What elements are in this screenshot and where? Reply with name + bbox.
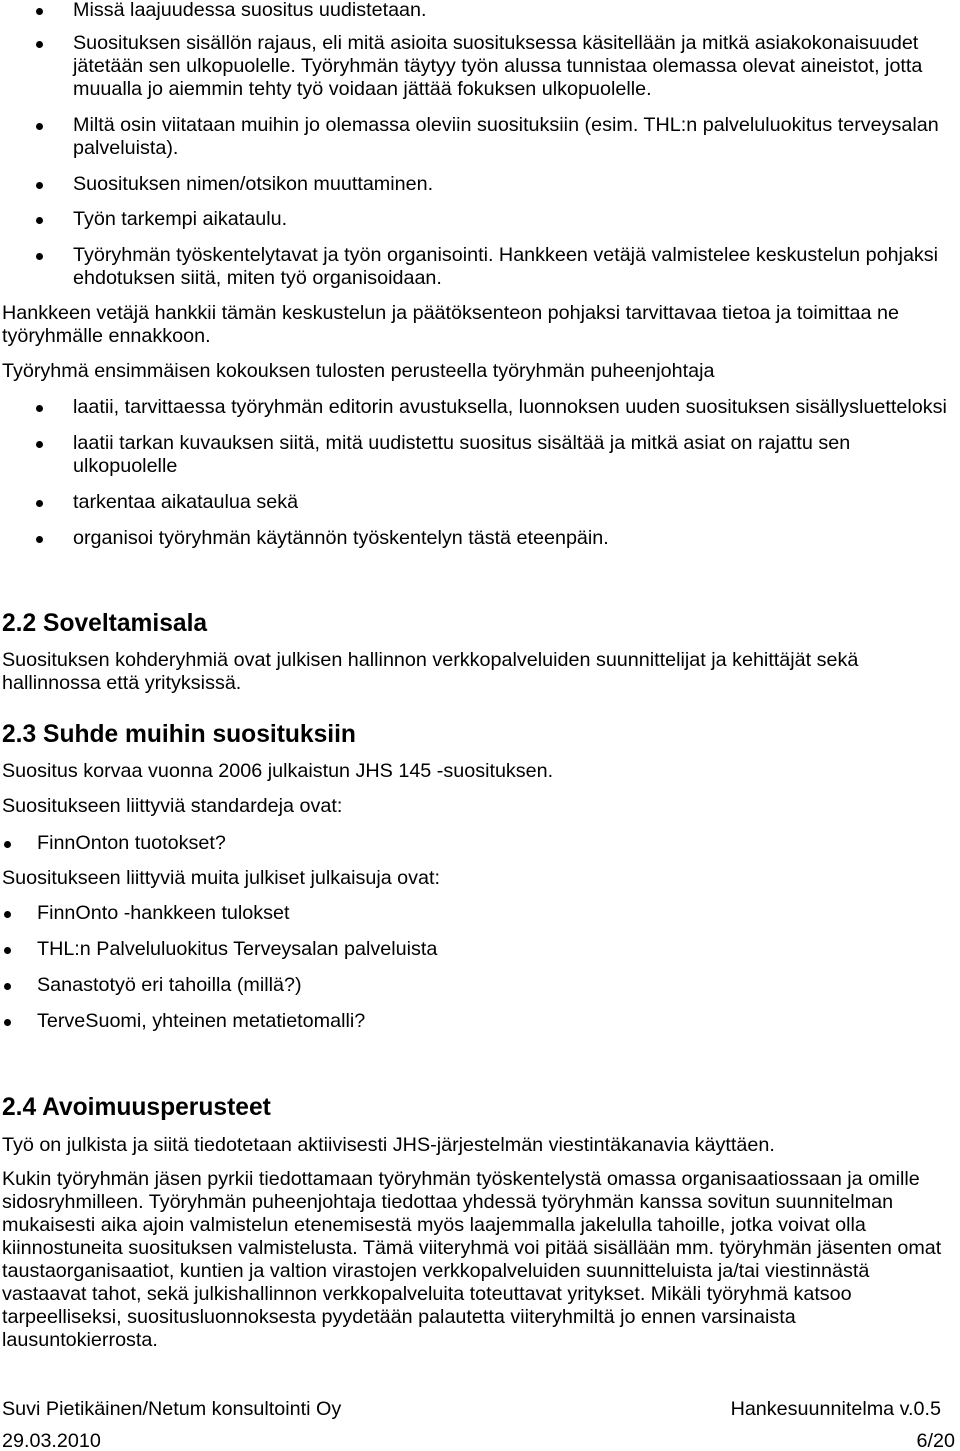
- paragraph-line: Hankkeen vetäjä hankkii tämän keskustelun ja päätöksenteon pohjaksi tarvittavaa tietoa ja toimittaa ne: [2, 302, 899, 324]
- bullet-icon: [36, 41, 43, 48]
- list-item-text: laatii, tarvittaessa työryhmän editorin avustuksella, luonnoksen uuden suosituksen sisällysluetteloksi: [73, 396, 947, 418]
- list-item: [37, 832, 226, 855]
- list-item-text: Työn tarkempi aikataulu.: [73, 208, 288, 230]
- publications-intro: [2, 867, 440, 890]
- footer-document-version: Hankesuunnitelma v.0.5: [730, 1398, 941, 1420]
- preparation-paragraph: [2, 302, 899, 348]
- paragraph-line: Suositukseen liittyviä standardeja ovat:: [2, 795, 343, 817]
- openness-statement: [2, 1134, 775, 1157]
- list-item: [73, 0, 427, 22]
- bullet-icon: [4, 947, 11, 954]
- openness-paragraph: [2, 1168, 941, 1352]
- bullet-icon: [36, 253, 43, 260]
- paragraph-line: taustaorganisaatiot, kuntien ja valtion virastojen verkkopalveluiden suunnitteluista ja/tai viestinnästä: [2, 1260, 870, 1282]
- list-item-text: muualla jo aiemmin tehty työ voidaan jättää fokuksen ulkopuolelle.: [73, 78, 652, 100]
- standards-intro: [2, 795, 342, 818]
- list-item-text: TerveSuomi, yhteinen metatietomalli?: [37, 1010, 366, 1032]
- section-number: 2.4: [2, 1094, 37, 1121]
- paragraph-line: Suositus korvaa vuonna 2006 julkaistun JHS 145 -suosituksen.: [2, 760, 554, 782]
- list-item: [73, 491, 298, 514]
- list-item: [73, 432, 850, 478]
- paragraph-line: hallinnossa että yrityksissä.: [2, 672, 242, 694]
- list-item-text: laatii tarkan kuvauksen siitä, mitä uudistettu suositus sisältää ja mitkä asiat on rajattu sen: [73, 432, 851, 454]
- bullet-icon: [4, 1019, 11, 1026]
- list-item-text: Miltä osin viitataan muihin jo olemassa oleviin suosituksiin (esim. THL:n palveluluokitus terveysalan: [73, 114, 939, 136]
- section-heading: [2, 1094, 271, 1122]
- bullet-icon: [36, 182, 43, 189]
- list-item-text: THL:n Palveluluokitus Terveysalan palveluista: [37, 938, 438, 960]
- list-item: [73, 173, 433, 196]
- paragraph-line: lausuntokierrosta.: [2, 1329, 158, 1351]
- section-title: Suhde muihin suosituksiin: [43, 721, 356, 748]
- bullet-icon: [36, 536, 43, 543]
- paragraph-line: Suositukseen liittyviä muita julkiset julkaisuja ovat:: [2, 867, 440, 889]
- bullet-icon: [4, 841, 11, 848]
- list-item: [73, 527, 609, 550]
- paragraph-line: Työ on julkista ja siitä tiedotetaan aktiivisesti JHS-järjestelmän viestintäkanavia käyttäen.: [2, 1134, 775, 1156]
- paragraph-line: tarpeelliseksi, suositusluonnoksesta pyydetään palautetta viiteryhmiltä jo ennen varsinaista: [2, 1306, 796, 1328]
- list-item-text: FinnOnton tuotokset?: [37, 832, 226, 854]
- list-item: [37, 938, 437, 961]
- section-title: Avoimuusperusteet: [42, 1094, 271, 1121]
- list-item-text: Työryhmän työskentelytavat ja työn organisointi. Hankkeen vetäjä valmistelee keskustelun pohjaksi: [73, 244, 939, 266]
- paragraph-line: mukaisesti aika ajoin valmistelun etenemisestä myös laajemmalla jakelulla tahoille, jotka voivat olla: [2, 1214, 866, 1236]
- section-number: 2.2: [2, 610, 37, 637]
- list-item: [73, 32, 922, 101]
- list-item: [37, 974, 302, 997]
- list-item-text: Suosituksen nimen/otsikon muuttaminen.: [73, 173, 434, 195]
- paragraph-line: Työryhmä ensimmäisen kokouksen tulosten perusteella työryhmän puheenjohtaja: [2, 360, 715, 382]
- scope-paragraph: [2, 649, 858, 695]
- bullet-icon: [36, 500, 43, 507]
- section-title: Soveltamisala: [43, 610, 208, 637]
- paragraph-line: Kukin työryhmän jäsen pyrkii tiedottamaan työryhmän työskentelystä omassa organisaatiossaan ja omille: [2, 1168, 920, 1190]
- list-item-text: ulkopuolelle: [73, 455, 178, 477]
- paragraph-line: työryhmälle ennakkoon.: [2, 325, 211, 347]
- footer-date: 29.03.2010: [2, 1430, 101, 1451]
- bullet-icon: [36, 8, 43, 15]
- chair-intro-paragraph: [2, 360, 715, 383]
- list-item: [73, 114, 939, 160]
- list-item-text: jätetään sen ulkopuolelle. Työryhmän täytyy työn alussa tunnistaa olemassa olevat aineistot, jotta: [73, 55, 923, 77]
- list-item: [37, 902, 290, 925]
- paragraph-line: vastaavat tahot, sekä julkishallinnon verkkopalveluita toteuttavat yritykset. Mikäli työryhmä katsoo: [2, 1283, 852, 1305]
- list-item: [37, 1010, 365, 1033]
- list-item-text: Suosituksen sisällön rajaus, eli mitä asioita suosituksessa käsitellään ja mitkä asiakokonaisuudet: [73, 32, 919, 54]
- list-item: [73, 396, 947, 419]
- list-item-text: Sanastotyö eri tahoilla (millä?): [37, 974, 302, 996]
- paragraph-line: sidosryhmilleen. Työryhmän puheenjohtaja tiedottaa yhdessä työryhmän kanssa sovitun suunnitelman: [2, 1191, 894, 1213]
- section-heading: [2, 721, 356, 749]
- section-number: 2.3: [2, 721, 37, 748]
- paragraph-line: kiinnostuneita suosituksen valmistelusta. Tämä viiteryhmä voi pitää sisällään mm. työryhmän jäsenten omat: [2, 1237, 942, 1259]
- list-item-text: ehdotuksen siitä, miten työ organisoidaan.: [73, 267, 442, 289]
- replaces-paragraph: [2, 760, 553, 783]
- list-item-text: FinnOnto -hankkeen tulokset: [37, 902, 290, 924]
- bullet-icon: [4, 983, 11, 990]
- section-heading: [2, 610, 207, 638]
- list-item-text: tarkentaa aikataulua sekä: [73, 491, 299, 513]
- bullet-icon: [36, 405, 43, 412]
- list-item: [73, 208, 287, 231]
- list-item-text: Missä laajuudessa suositus uudistetaan.: [73, 0, 427, 21]
- list-item-text: organisoi työryhmän käytännön työskentelyn tästä eteenpäin.: [73, 527, 609, 549]
- footer-author: Suvi Pietikäinen/Netum konsultointi Oy: [2, 1398, 342, 1420]
- list-item: [73, 244, 938, 290]
- bullet-icon: [36, 123, 43, 130]
- list-item-text: palveluista).: [73, 137, 179, 159]
- footer-page-number: 6/20: [916, 1430, 955, 1451]
- paragraph-line: Suosituksen kohderyhmiä ovat julkisen hallinnon verkkopalveluiden suunnittelijat ja kehittäjät sekä: [2, 649, 859, 671]
- bullet-icon: [4, 911, 11, 918]
- bullet-icon: [36, 217, 43, 224]
- bullet-icon: [36, 441, 43, 448]
